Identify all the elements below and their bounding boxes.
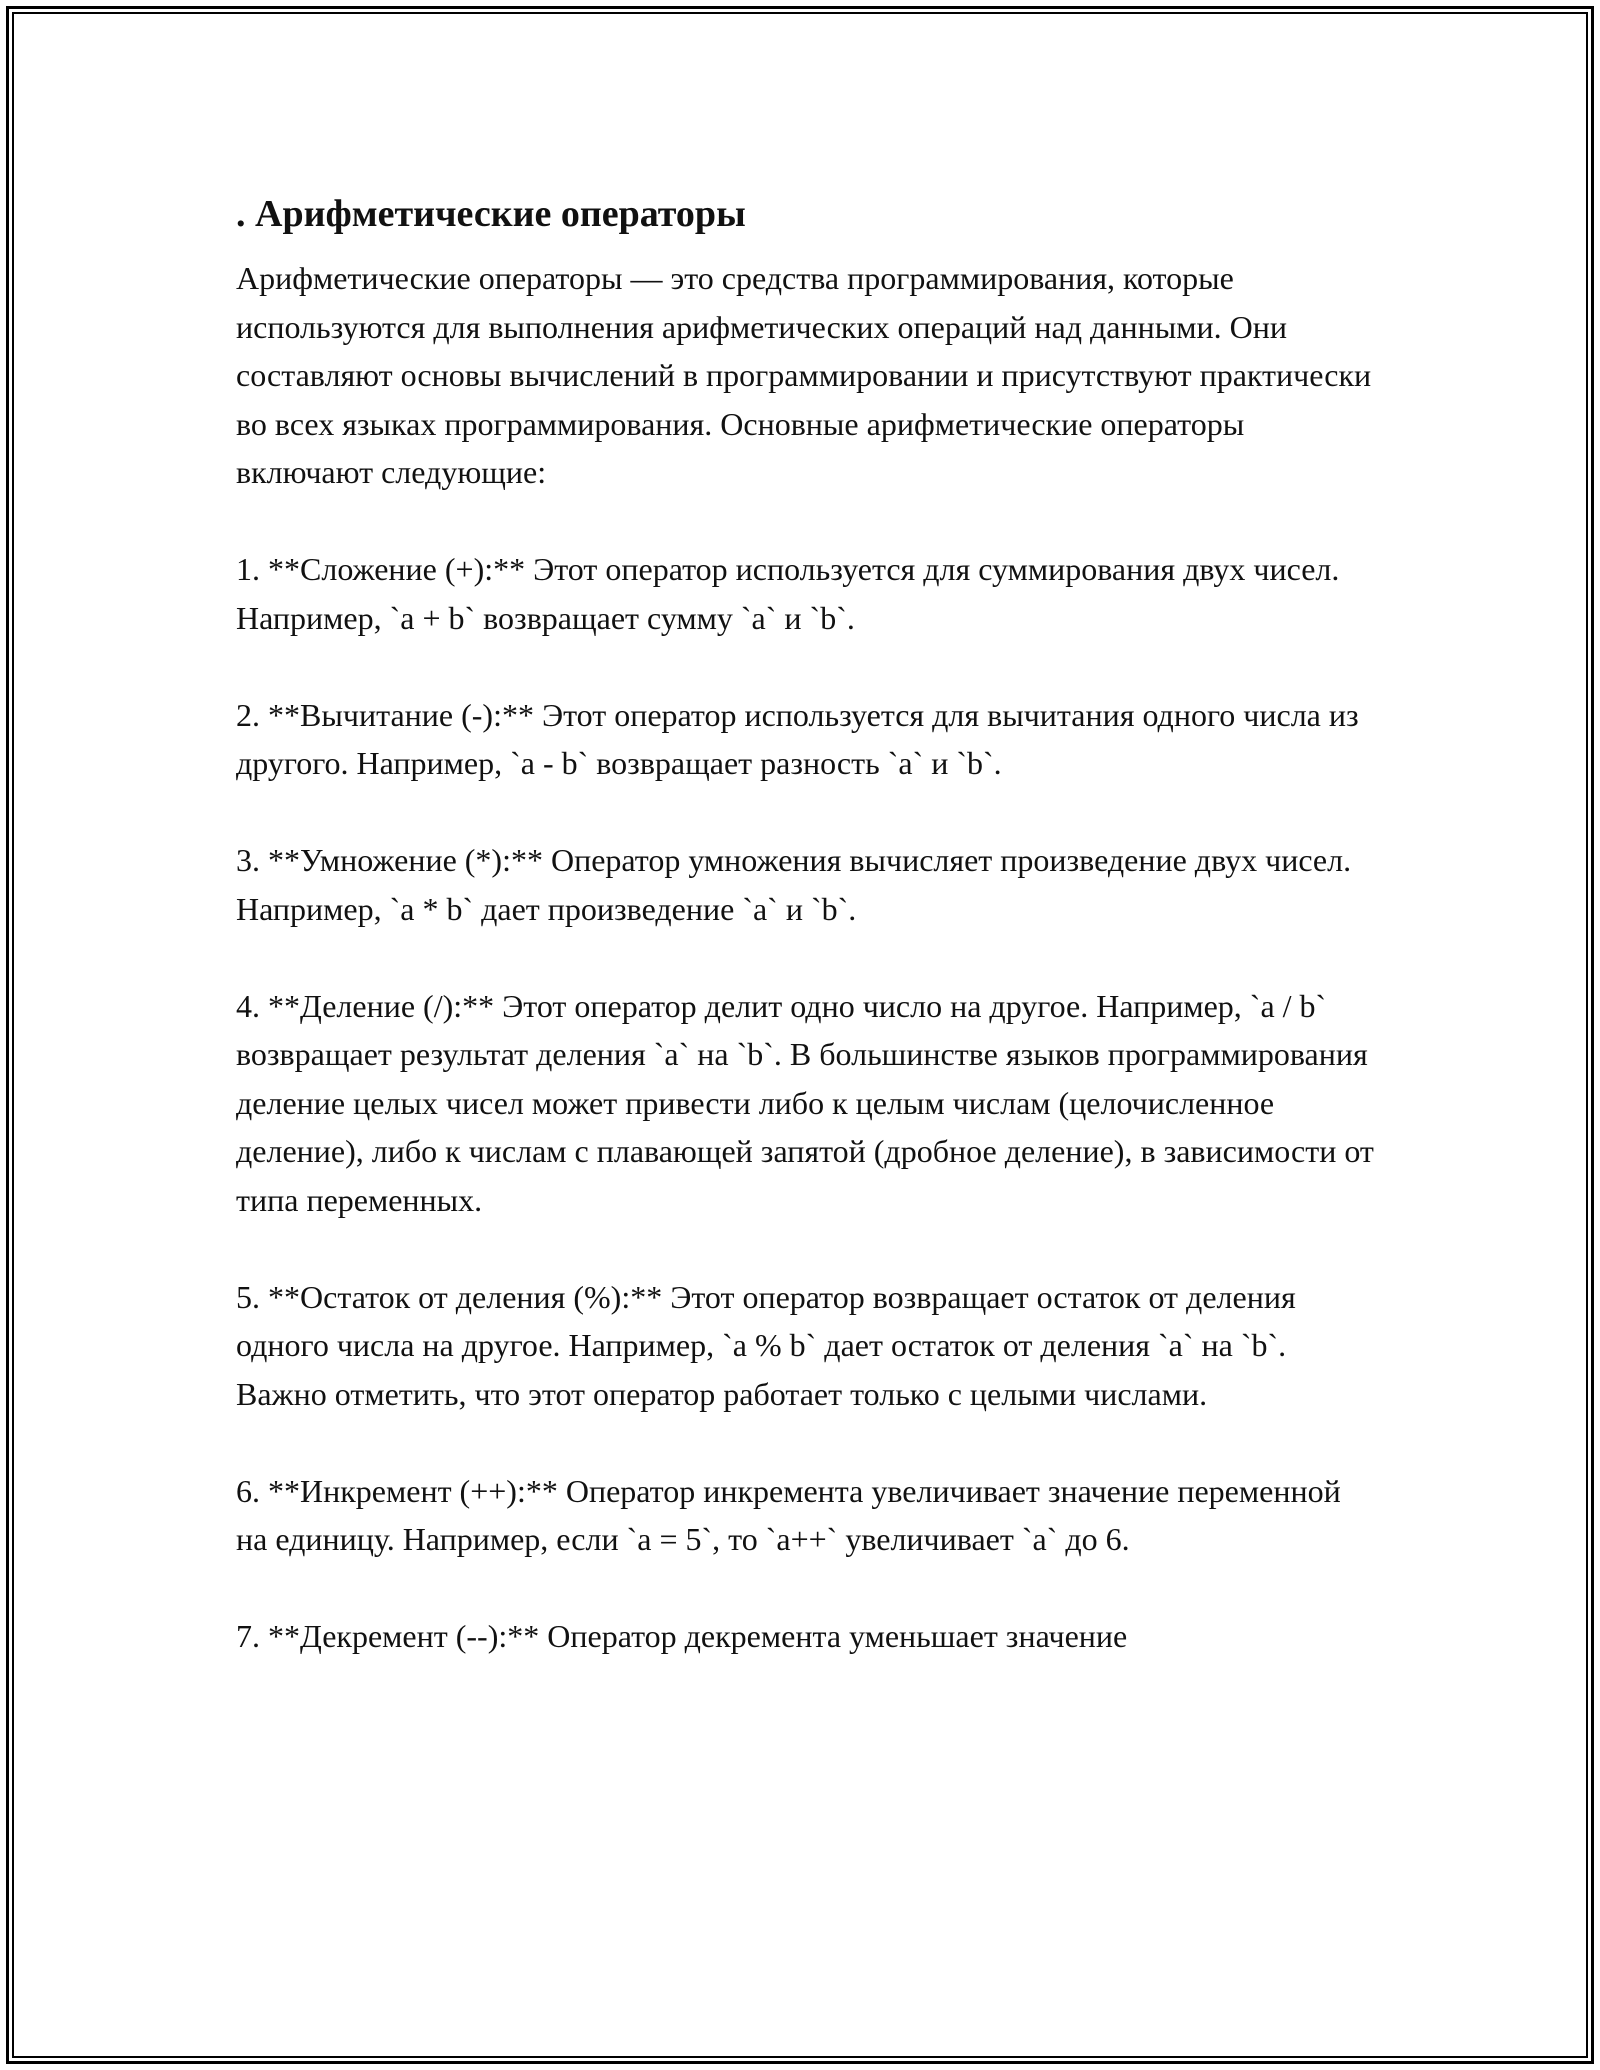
list-item-addition: 1. **Сложение (+):** Этот оператор используется для суммирования двух чисел. Например, `a + b` возвращает сумму `a` и `b`. bbox=[236, 551, 1340, 636]
list-item-modulo: 5. **Остаток от деления (%):** Этот оператор возвращает остаток от деления одного числа на другое. Например, `a % b` дает остаток от деления `a` на `b`. Важно отметить, что этот оператор работает только с целыми числами. bbox=[236, 1278, 1296, 1412]
list-item-multiplication: 3. **Умножение (*):** Оператор умножения вычисляет произведение двух чисел. Например, `a * b` дает произведение `a` и `b`. bbox=[236, 842, 1352, 927]
list-item-decrement: 7. **Декремент (--):** Оператор декремента уменьшает значение bbox=[236, 1618, 1128, 1654]
list-item-subtraction: 2. **Вычитание (-):** Этот оператор используется для вычитания одного числа из другого. Например, `a - b` возвращает разность `a` и `b`. bbox=[236, 696, 1359, 781]
section-heading: . Арифметические операторы bbox=[236, 193, 746, 235]
list-item-division: 4. **Деление (/):** Этот оператор делит одно число на другое. Например, `a / b` возвращает результат деления `a` на `b`. В большинстве языков программирования деление целых чисел может привести либо к целым числам (целочисленное деление), либо к числам с плавающей запятой (дробное деление), в зависимости от типа переменных. bbox=[236, 987, 1374, 1218]
document-body bbox=[236, 186, 1376, 1661]
list-item-increment: 6. **Инкремент (++):** Оператор инкремента увеличивает значение переменной на единицу. Например, если `a = 5`, то `a++` увеличивает `a` до 6. bbox=[236, 1472, 1341, 1557]
intro-paragraph: Арифметические операторы — это средства программирования, которые используются для выполнения арифметических операций над данными. Они составляют основы вычислений в программировании и присутствуют практически во всех языках программирования. Основные арифметические операторы включают следующие: bbox=[236, 260, 1372, 490]
